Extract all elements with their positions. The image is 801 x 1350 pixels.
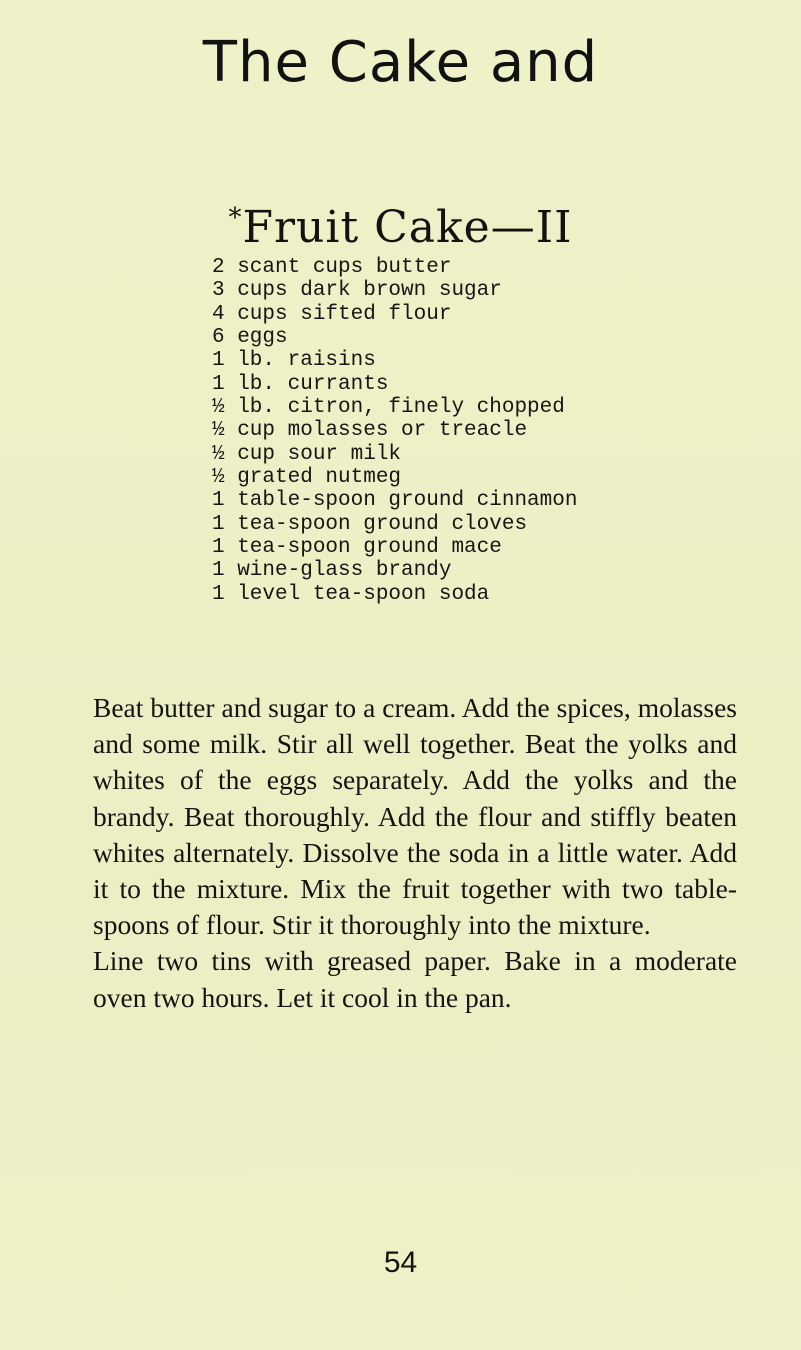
- ingredient-item: 1 lb. raisins: [212, 349, 376, 373]
- page-number: 54: [383, 1246, 418, 1279]
- method-paragraph: Line two tins with greased paper. Bake in a moderate oven two hours. Let it cool in the pan.: [93, 945, 737, 1013]
- ingredient-item: 1 tea-spoon ground mace: [212, 536, 502, 560]
- method-paragraph: Beat butter and sugar to a cream. Add the spices, molasses and some milk. Stir all well together. Beat the yolks and whites of the eggs separately. Add the yolks and the brandy. Beat thoroughly. Add the flour and stiffly beaten whites alternately. Dissolve the soda in a little water. Add it to the mixture. Mix the fruit together with two table-spoons of flour. Stir it thoroughly into the mixture.: [93, 692, 737, 941]
- ingredient-item: 1 level tea-spoon soda: [212, 582, 490, 606]
- ingredient-item: 1 wine-glass brandy: [212, 559, 452, 583]
- ingredient-list: [212, 256, 577, 606]
- ingredient-item: ½ grated nutmeg: [212, 466, 402, 490]
- ingredient-item: ½ cup molasses or treacle: [212, 419, 528, 443]
- ingredient-item: 6 eggs: [212, 326, 288, 350]
- ingredient-item: 1 tea-spoon ground cloves: [212, 512, 528, 536]
- recipe-title-text: Fruit Cake—II: [242, 202, 573, 253]
- ingredient-item: ½ lb. citron, finely chopped: [212, 396, 565, 420]
- method-text: [93, 690, 737, 1016]
- ingredient-item: 1 lb. currants: [212, 372, 389, 396]
- ingredient-item: 4 cups sifted flour: [212, 302, 452, 326]
- title-footnote-mark: *: [228, 203, 243, 233]
- ingredient-item: ½ cup sour milk: [212, 442, 402, 466]
- ingredient-item: 1 table-spoon ground cinnamon: [212, 489, 578, 513]
- ingredient-item: 3 cups dark brown sugar: [212, 279, 502, 303]
- recipe-title: [0, 190, 801, 256]
- running-head: The Cake and: [202, 30, 599, 95]
- ingredient-item: 2 scant cups butter: [212, 256, 452, 279]
